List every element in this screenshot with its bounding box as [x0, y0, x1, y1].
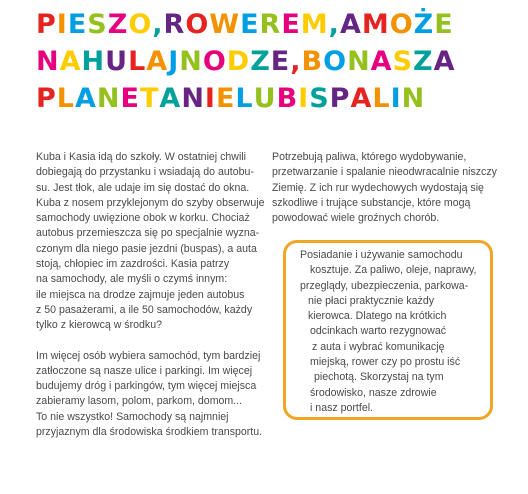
text-line: przyjaznym dla środowiska środkiem transportu.: [36, 426, 263, 439]
text-line: zabieramy lasom, polom, parkom, domom...: [36, 395, 243, 408]
title-line: PLANETANIELUBISPALIN: [36, 83, 426, 114]
text-line: nie płaci praktycznie każdy: [308, 294, 435, 307]
text-line: samochody uwięzione obok w korku. Chociaż: [36, 212, 250, 225]
page-title: [36, 6, 516, 117]
text-line: środowisko, nasze zdrowie: [310, 386, 437, 399]
right-column: [272, 150, 498, 241]
text-line: tylko z kierowcą w środku?: [36, 319, 162, 332]
text-line: Kuba i Kasia idą do szkoły. W ostatniej chwili: [36, 151, 247, 163]
text-line: miejską, rower czy po prostu iść: [310, 356, 461, 369]
text-line: Im więcej osób wybiera samochód, tym bardziej: [36, 349, 261, 362]
text-line: na samochody, ale myśli o czymś innym:: [36, 273, 228, 286]
text-line: budujemy dróg i parkingów, tym więcej miejsca: [36, 380, 257, 393]
text-line: i nasz portfel.: [310, 401, 374, 414]
text-line: Potrzebują paliwa, którego wydobywanie,: [272, 151, 467, 163]
text-line: z 50 pasażerami, a ile 50 samochodów, każdy: [36, 303, 253, 316]
text-line: przeglądy, ubezpieczenia, parkowa-: [300, 279, 469, 292]
text-line: ile miejsca na drodze zajmuje jeden autobus: [36, 288, 245, 301]
text-line: przetwarzanie i spalanie nieodwracalnie niszczy: [272, 166, 497, 179]
text-line: autobus przemieszcza się po specjalnie wyzna-: [36, 227, 260, 240]
text-line: kierowca. Dlatego na krótkich: [308, 310, 447, 323]
callout-text: [300, 248, 478, 416]
text-line: kosztuje. Za paliwo, oleje, naprawy,: [310, 264, 477, 277]
text-line: powodować wiele groźnych chorób.: [272, 212, 440, 225]
title-line: NAHULAJNODZE,BONASZA: [36, 46, 456, 77]
text-line: Ziemię. Z ich rur wydechowych wydostają się: [272, 181, 484, 194]
text-line: zatłoczone są nasze ulice i parkingi. Im więcej: [36, 364, 253, 377]
text-line: z auta i wybrać komunikację: [312, 340, 445, 353]
left-column: [36, 150, 265, 455]
paragraph: [36, 349, 262, 441]
title-line: PIESZO,ROWEREM,AMOŻE: [36, 9, 454, 40]
text-line: dobiegają do przystanku i wsiadają do autobu-: [36, 166, 254, 179]
text-line: Kuba z nosem przyklejonym do szyby obserwuje: [36, 196, 265, 209]
text-line: Posiadanie i używanie samochodu: [300, 249, 463, 261]
paragraph: [272, 150, 498, 226]
text-line: To nie wszystko! Samochody są najmniej: [36, 410, 229, 423]
text-line: odcinkach warto rezygnować: [310, 325, 447, 338]
text-line: stoją, chłopiec im zazdrości. Kasia patrzy: [36, 258, 230, 271]
text-line: piechotą. Skorzystaj na tym: [314, 371, 444, 384]
paragraph: [36, 150, 265, 334]
text-line: szkodliwe i trujące substancje, które mogą: [272, 196, 471, 209]
text-line: czonym dla niego pasie jezdni (buspas), a auta: [36, 242, 257, 255]
text-line: su. Jest tłok, ale udaje im się dostać do okna.: [36, 181, 250, 194]
